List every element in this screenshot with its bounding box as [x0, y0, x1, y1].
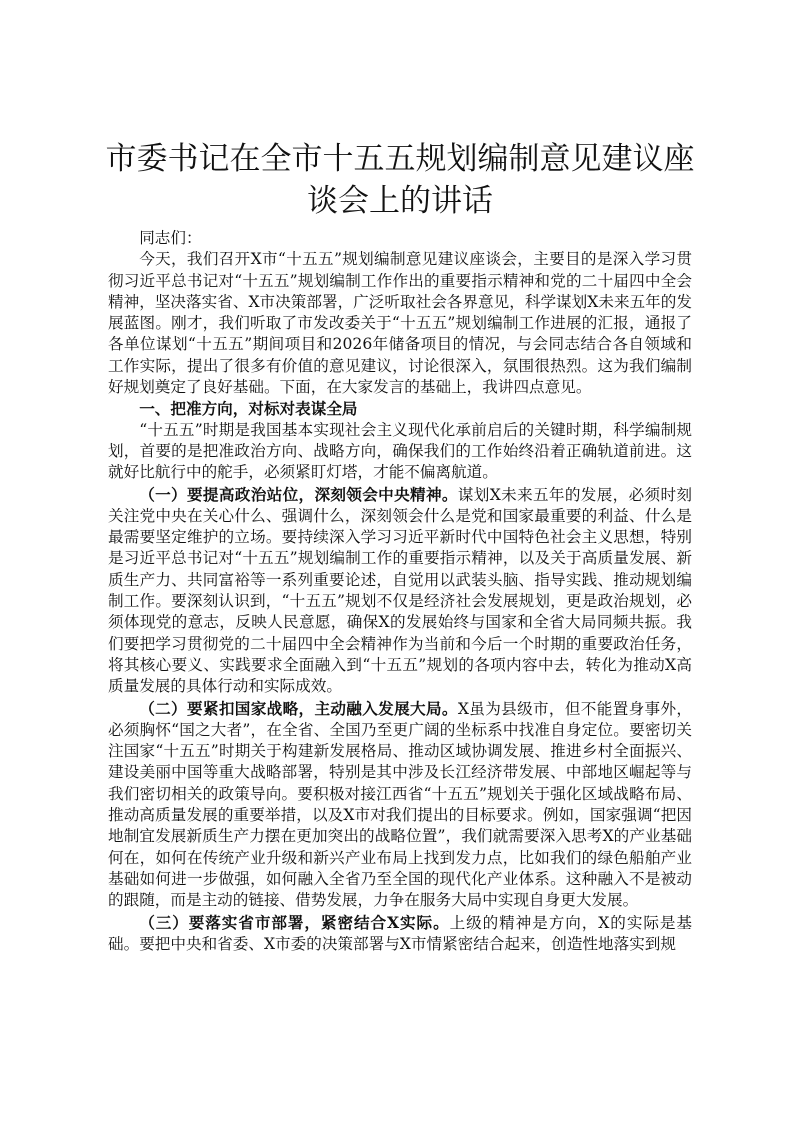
point-body: 上级的精神是方向，X的实际是基础。要把中央和省委、X市委的决策部署与X市情紧密结合起来，创造性地落实到规: [108, 913, 692, 953]
point-lead: （三）要落实省市部署，紧密结合X实际。: [139, 912, 450, 932]
section-intro-paragraph: “十五五”时期是我国基本实现社会主义现代化承前启后的关键时期，科学编制规划，首要的是把准政治方向、战略方向，确保我们的工作始终沿着正确轨道前进。这就好比航行中的舵手，必须紧盯灯塔，才能不偏离航道。: [108, 420, 692, 482]
point-paragraph: [108, 912, 692, 956]
section-heading: 一、把准方向，对标对表谋全局: [139, 399, 358, 419]
point-body: 谋划X未来五年的发展，必须时刻关注党中央在关心什么、强调什么，深刻领会什么是党和国家最重要的利益、什么是最需要坚定维护的立场。要持续深入学习习近平新时代中国特色社会主义思想，特别是习近平总书记对“十五五”规划编制工作的重要指示精神，以及关于高质量发展、新质生产力、共同富裕等一系列重要论述，自觉用以武装头脑、指导实践、推动规划编制工作。要深刻认识到，“十五五”规划不仅是经济社会发展规划，更是政治规划，必须体现党的意志，反映人民意愿，确保X的发展始终与国家和全省大局同频共振。我们要把学习贯彻党的二十届四中全会精神作为当前和今后一个时期的重要政治任务，将其核心要义、实践要求全面融入到“十五五”规划的各项内容中去，转化为推动X高质量发展的具体行动和实际成效。: [108, 485, 692, 696]
point-lead: （一）要提高政治站位，深刻领会中央精神。: [139, 484, 458, 504]
point-body: X虽为县级市，但不能置身事外，必须胸怀“国之大者”，在全省、全国乃至更广阔的坐标系中找准自身定位。要密切关注国家“十五五”时期关于构建新发展格局、推动区域协调发展、推进乡村全面振兴、建设美丽中国等重大战略部署，特别是其中涉及长江经济带发展、中部地区崛起等与我们密切相关的政策导向。要积极对接江西省“十五五”规划关于强化区域战略布局、推动高质量发展的重要举措，以及X市对我们提出的目标要求。例如，国家强调“把因地制宜发展新质生产力摆在更加突出的战略位置”，我们就需要深入思考X的产业基础何在，如何在传统产业升级和新兴产业布局上找到发力点，比如我们的绿色船舶产业基础如何进一步做强，如何融入全省乃至全国的现代化产业体系。这种融入不是被动的跟随，而是主动的链接、借势发展，力争在服务大局中实现自身更大发展。: [108, 699, 692, 910]
point-paragraph: [108, 484, 692, 698]
point-lead: （二）要紧扣国家战略，主动融入发展大局。: [139, 698, 458, 718]
document-title: 市委书记在全市十五五规划编制意见建议座谈会上的讲话: [105, 141, 695, 219]
point-paragraph: [108, 698, 692, 912]
intro-paragraph: 今天，我们召开X市“十五五”规划编制意见建议座谈会，主要目的是深入学习贯彻习近平总书记对“十五五”规划编制工作作出的重要指示精神和党的二十届四中全会精神，坚决落实省、X市决策部署，广泛听取社会各界意见，科学谋划X未来五年的发展蓝图。刚才，我们听取了市发改委关于“十五五”规划编制工作进展的汇报，通报了各单位谋划“十五五”期间项目和2026年储备项目的情况，与会同志结合各自领域和工作实际，提出了很多有价值的意见建议，讨论很深入，氛围很热烈。这为我们编制好规划奠定了良好基础。下面，在大家发言的基础上，我讲四点意见。: [108, 250, 692, 397]
salutation: 同志们：: [139, 229, 202, 247]
document-page: [105, 138, 695, 955]
